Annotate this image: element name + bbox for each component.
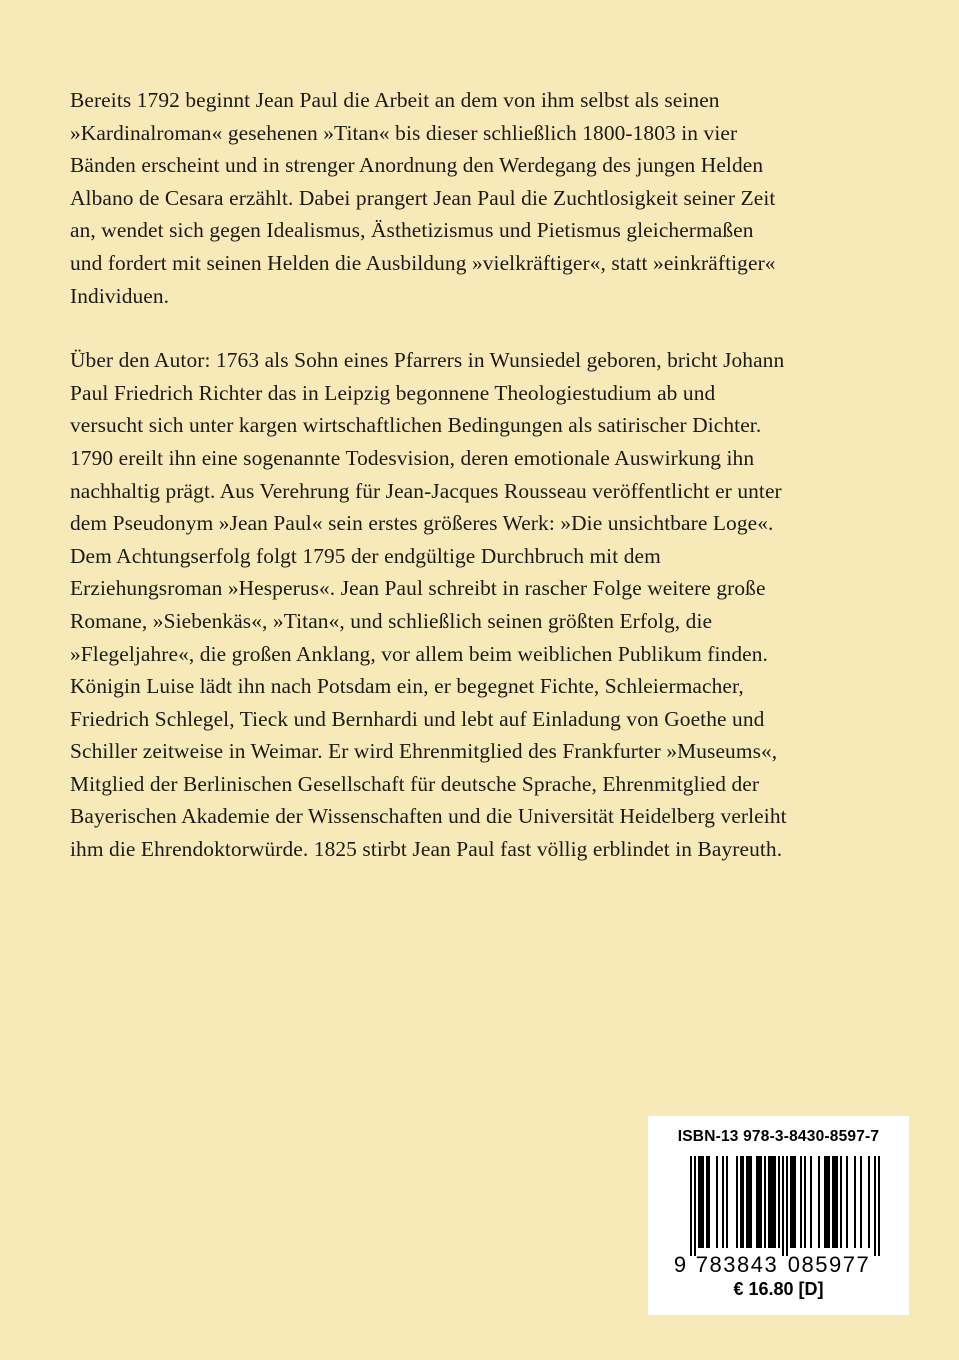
barcode-bar [694, 1156, 696, 1256]
barcode-bar [708, 1156, 710, 1248]
barcode-bar [824, 1156, 826, 1248]
blurb-paragraph-1 [70, 84, 900, 312]
barcode-bar [772, 1156, 774, 1248]
barcode-bar [722, 1156, 724, 1248]
text-line: ihm die Ehrendoktorwürde. 1825 stirbt Jean Paul fast völlig erblindet in Bayreuth. [70, 837, 783, 862]
text-line: nachhaltig prägt. Aus Verehrung für Jean-Jacques Rousseau veröffentlicht er unter [70, 478, 782, 503]
barcode-bar [840, 1156, 842, 1248]
barcode-image [674, 1156, 883, 1274]
barcode-bar [736, 1156, 738, 1248]
text-line: 1790 ereilt ihn eine sogenannte Todesvision, deren emotionale Auswirkung ihn [70, 445, 755, 470]
text-line: Mitglied der Berlinischen Gesellschaft für deutsche Sprache, Ehrenmitglied der [70, 771, 760, 796]
barcode-bar [834, 1156, 836, 1248]
text-line: »Flegeljahre«, die großen Anklang, vor allem beim weiblichen Publikum finden. [70, 641, 768, 666]
text-line: versucht sich unter kargen wirtschaftlichen Bedingungen als satirischer Dichter. [70, 413, 762, 438]
barcode-bar [748, 1156, 750, 1248]
text-line: Bänden erscheint und in strenger Anordnung den Werdegang des jungen Helden [70, 153, 764, 178]
text-line: Dem Achtungserfolg folgt 1795 der endgültige Durchbruch mit dem [70, 543, 661, 568]
barcode-bar [846, 1156, 848, 1248]
text-line: Individuen. [70, 283, 170, 308]
text-line: und fordert mit seinen Helden die Ausbildung »vielkräftiger«, statt »einkräftiger« [70, 250, 776, 275]
barcode-digits-right: 085977 [787, 1252, 871, 1274]
text-line: Albano de Cesara erzählt. Dabei prangert Jean Paul die Zuchtlosigkeit seiner Zeit [70, 185, 776, 210]
barcode-bar [716, 1156, 718, 1248]
barcode-bar [836, 1156, 838, 1248]
barcode-bar [828, 1156, 830, 1248]
barcode-bar [768, 1156, 770, 1248]
isbn-barcode-box [648, 1116, 909, 1315]
barcode-bar [758, 1156, 760, 1248]
barcode-digits-left: 783843 [695, 1252, 779, 1274]
text-line: Über den Autor: 1763 als Sohn eines Pfarrers in Wunsiedel geboren, bricht Johann [70, 348, 785, 373]
barcode-digit-first: 9 [674, 1252, 687, 1274]
barcode-bars [690, 1156, 880, 1256]
barcode-bar [690, 1156, 692, 1256]
barcode-bar [764, 1156, 766, 1248]
barcode-bar [790, 1156, 792, 1248]
barcode-bar [756, 1156, 758, 1248]
text-line: dem Pseudonym »Jean Paul« sein erstes größeres Werk: »Die unsichtbare Loge«. [70, 511, 774, 536]
barcode-bar [750, 1156, 752, 1248]
barcode-bar [786, 1156, 788, 1256]
barcode-bar [698, 1156, 700, 1248]
text-line: Schiller zeitweise in Weimar. Er wird Ehrenmitglied des Frankfurter »Museums«, [70, 739, 778, 764]
text-line: Paul Friedrich Richter das in Leipzig begonnene Theologiestudium ab und [70, 380, 716, 405]
text-line: Bereits 1792 beginnt Jean Paul die Arbeit an dem von ihm selbst als seinen [70, 88, 720, 112]
barcode-bar [826, 1156, 828, 1248]
barcode-bar [726, 1156, 728, 1248]
barcode-bar [782, 1156, 784, 1256]
barcode-bar [878, 1156, 880, 1256]
barcode-bar [818, 1156, 820, 1248]
barcode-bar [810, 1156, 812, 1248]
barcode-bar [778, 1156, 780, 1248]
barcode-bar [792, 1156, 794, 1248]
barcode-bar [742, 1156, 744, 1248]
price-label: € 16.80 [D] [733, 1279, 824, 1299]
barcode-bar [774, 1156, 776, 1248]
blurb-text [70, 84, 900, 866]
barcode-bar [800, 1156, 802, 1248]
barcode-bar [794, 1156, 796, 1248]
blurb-paragraph-2-author [70, 344, 900, 866]
barcode-bar [746, 1156, 748, 1248]
text-line: an, wendet sich gegen Idealismus, Ästhetizismus und Pietismus gleichermaßen [70, 218, 754, 243]
barcode-bar [868, 1156, 870, 1248]
barcode-bar [854, 1156, 856, 1248]
paragraph-spacer [70, 312, 900, 344]
text-line: Friedrich Schlegel, Tieck und Bernhardi und lebt auf Einladung von Goethe und [70, 706, 765, 731]
text-line: »Kardinalroman« gesehenen »Titan« bis dieser schließlich 1800-1803 in vier [70, 120, 738, 145]
barcode-bar [706, 1156, 708, 1248]
barcode-bar [740, 1156, 742, 1248]
barcode-bar [700, 1156, 702, 1248]
barcode-bar [804, 1156, 806, 1248]
barcode-bar [832, 1156, 834, 1248]
text-line: Romane, »Siebenkäs«, »Titan«, und schließlich seinen größten Erfolg, die [70, 608, 713, 633]
barcode-bar [760, 1156, 762, 1248]
text-line: Erziehungsroman »Hesperus«. Jean Paul schreibt in rascher Folge weitere große [70, 576, 766, 601]
barcode-bar [860, 1156, 862, 1248]
barcode-bar [770, 1156, 772, 1248]
text-line: Bayerischen Akademie der Wissenschaften und die Universität Heidelberg verleiht [70, 804, 787, 829]
text-line: Königin Luise lädt ihn nach Potsdam ein, er begegnet Fichte, Schleiermacher, [70, 674, 744, 699]
barcode-bar [702, 1156, 704, 1248]
barcode-bar [874, 1156, 876, 1256]
isbn-label: ISBN-13 978-3-8430-8597-7 [677, 1128, 880, 1145]
